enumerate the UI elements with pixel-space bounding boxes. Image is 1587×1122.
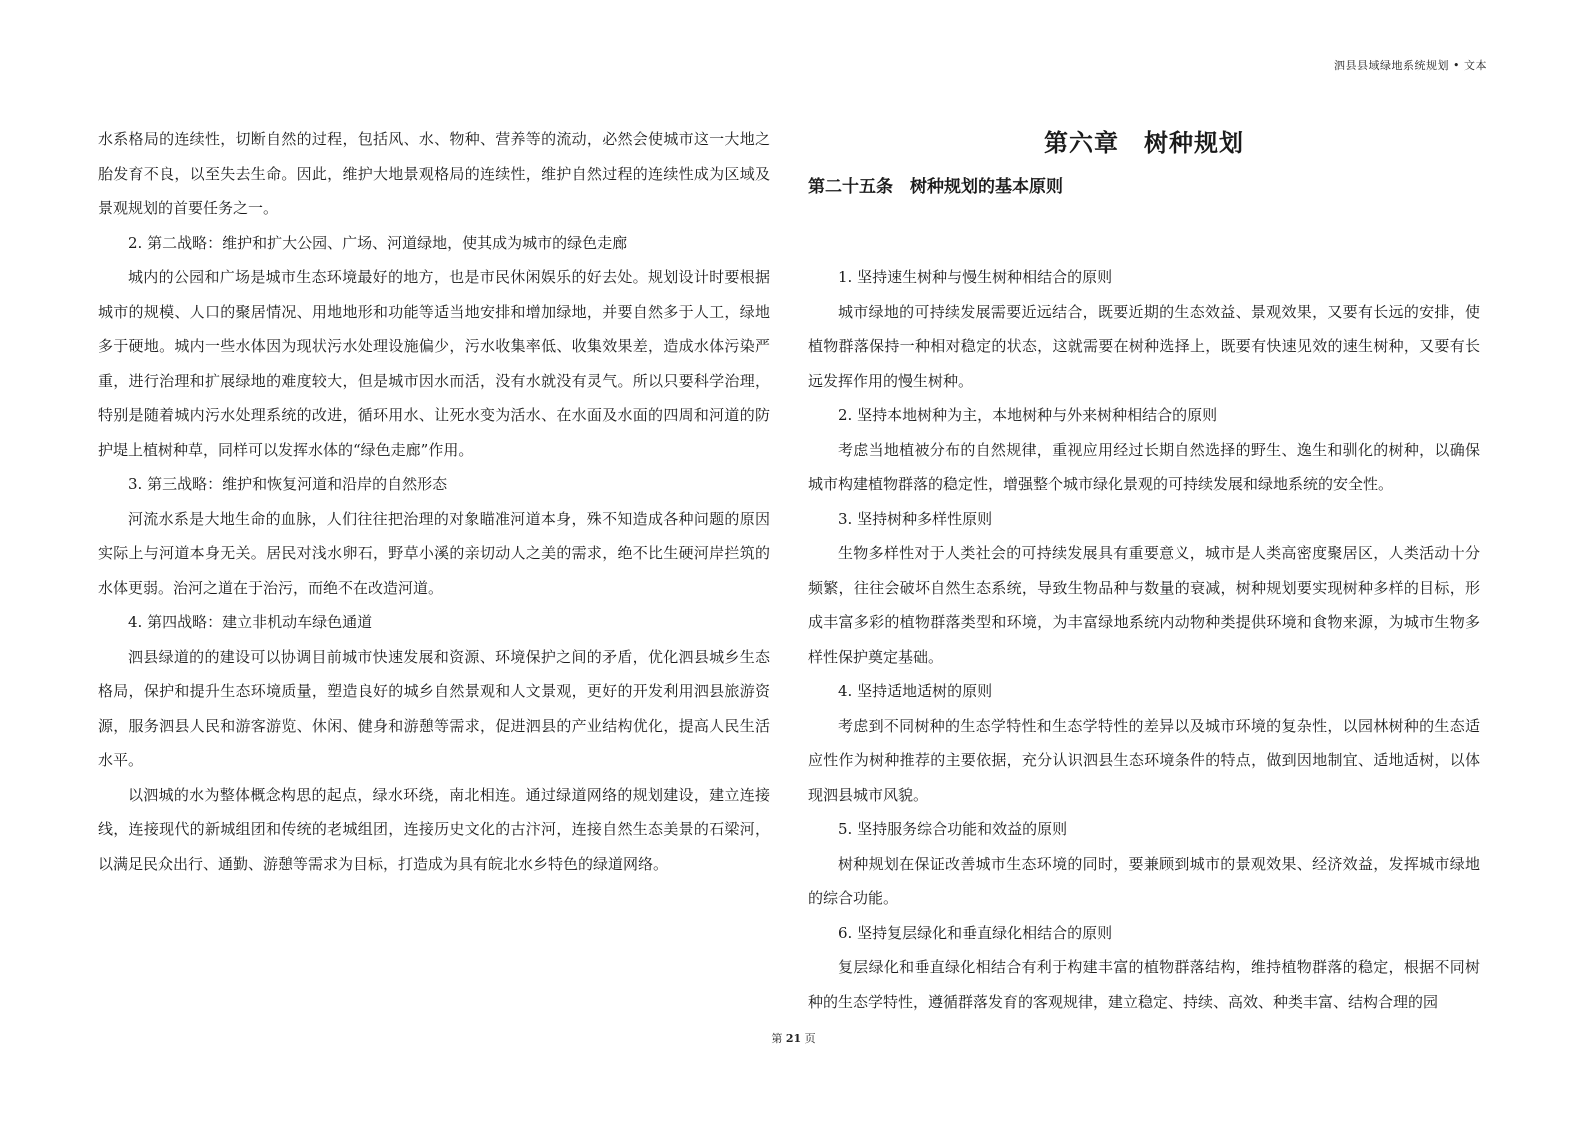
spacer: [808, 228, 1480, 260]
footer-prefix: 第: [771, 1032, 783, 1045]
strategy-2-heading: 2. 第二战略：维护和扩大公园、广场、河道绿地，使其成为城市的绿色走廊: [128, 233, 628, 252]
article-title: 第二十五条 树种规划的基本原则: [808, 177, 1063, 197]
strategy-3-heading: 3. 第三战略：维护和恢复河道和沿岸的自然形态: [128, 475, 448, 493]
principle-3-heading: 3. 坚持树种多样性原则: [838, 509, 993, 528]
principle-5-heading: 5. 坚持服务综合功能和效益的原则: [838, 820, 1068, 838]
strategy-4-heading: 4. 第四战略：建立非机动车绿色通道: [128, 613, 373, 631]
right-paragraph-2: 考虑当地植被分布的自然规律，重视应用经过长期自然选择的野生、逸生和驯化的树种，以确保城市构建植物群落的稳定性，增强整个城市绿化景观的可持续发展和绿地系统的安全性。: [808, 440, 1480, 493]
running-header: 泗县县域绿地系统规划 • 文本: [1334, 59, 1487, 72]
right-paragraph-1: 城市绿地的可持续发展需要近远结合，既要近期的生态效益、景观效果，又要有长远的安排，使植物群落保持一种相对稳定的状态，这就需要在树种选择上，既要有快速见效的速生树种，又要有长远发挥作用的慢生树种。: [808, 302, 1480, 390]
footer-suffix: 页: [804, 1032, 816, 1045]
right-paragraph-6: 复层绿化和垂直绿化相结合有利于构建丰富的植物群落结构，维持植物群落的稳定，根据不同树种的生态学特性，遵循群落发育的客观规律，建立稳定、持续、高效、种类丰富、结构合理的园: [808, 958, 1480, 1011]
left-paragraph-1: 水系格局的连续性，切断自然的过程，包括风、水、物种、营养等的流动，必然会使城市这一大地之胎发育不良，以至失去生命。因此，维护大地景观格局的连续性，维护自然过程的连续性成为区域及景观规划的首要任务之一。: [98, 130, 770, 217]
principle-2-heading: 2. 坚持本地树种为主，本地树种与外来树种相结合的原则: [838, 406, 1218, 424]
chapter-title: 第六章 树种规划: [1044, 129, 1244, 157]
right-paragraph-4: 考虑到不同树种的生态学特性和生态学特性的差异以及城市环境的复杂性，以园林树种的生态适应性作为树种推荐的主要依据，充分认识泗县生态环境条件的特点，做到因地制宜、适地适树，以体现泗县城市风貌。: [808, 716, 1480, 804]
principle-4-heading: 4. 坚持适地适树的原则: [838, 682, 993, 700]
principle-1-heading: 1. 坚持速生树种与慢生树种相结合的原则: [838, 268, 1113, 286]
page-footer: [0, 1030, 1587, 1046]
left-paragraph-5: 以泗城的水为整体概念构思的起点，绿水环绕，南北相连。通过绿道网络的规划建设，建立连接线，连接现代的新城组团和传统的老城组团，连接历史文化的古汴河，连接自然生态美景的石梁河，以满足民众出行、通勤、游憩等需求为目标，打造成为具有皖北水乡特色的绿道网络。: [98, 785, 770, 873]
left-paragraph-4: 泗县绿道的的建设可以协调目前城市快速发展和资源、环境保护之间的矛盾，优化泗县城乡生态格局，保护和提升生态环境质量，塑造良好的城乡自然景观和人文景观，更好的开发利用泗县旅游资源，服务泗县人民和游客游览、休闲、健身和游憩等需求，促进泗县的产业结构优化，提高人民生活水平。: [98, 647, 770, 769]
left-paragraph-3: 河流水系是大地生命的血脉，人们往往把治理的对象瞄准河道本身，殊不知造成各种问题的原因实际上与河道本身无关。居民对浅水卵石，野草小溪的亲切动人之美的需求，绝不比生硬河岸拦筑的水体更弱。治河之道在于治污，而绝不在改造河道。: [98, 509, 770, 597]
left-page: [98, 122, 770, 881]
principle-6-heading: 6. 坚持复层绿化和垂直绿化相结合的原则: [838, 923, 1113, 942]
right-paragraph-5: 树种规划在保证改善城市生态环境的同时，要兼顾到城市的景观效果、经济效益，发挥城市绿地的综合功能。: [808, 854, 1480, 907]
left-paragraph-2: 城内的公园和广场是城市生态环境最好的地方，也是市民休闲娱乐的好去处。规划设计时要根据城市的规模、人口的聚居情况、用地地形和功能等适当地安排和增加绿地，并要自然多于人工，绿地多于硬地。城内一些水体因为现状污水处理设施偏少，污水收集率低、收集效果差，造成水体污染严重，进行治理和扩展绿地的难度较大，但是城市因水而活，没有水就没有灵气。所以只要科学治理，特别是随着城内污水处理系统的改进，循环用水、让死水变为活水、在水面及水面的四周和河道的防护堤上植树种草，同样可以发挥水体的“绿色走廊”作用。: [98, 268, 770, 459]
page-number: 21: [785, 1032, 802, 1045]
right-paragraph-3: 生物多样性对于人类社会的可持续发展具有重要意义，城市是人类高密度聚居区，人类活动十分频繁，往往会破坏自然生态系统，导致生物品种与数量的衰减，树种规划要实现树种多样的目标，形成丰富多彩的植物群落类型和环境，为丰富绿地系统内动物种类提供环境和食物来源，为城市生物多样性保护奠定基础。: [808, 544, 1480, 666]
right-page: [808, 122, 1480, 1019]
